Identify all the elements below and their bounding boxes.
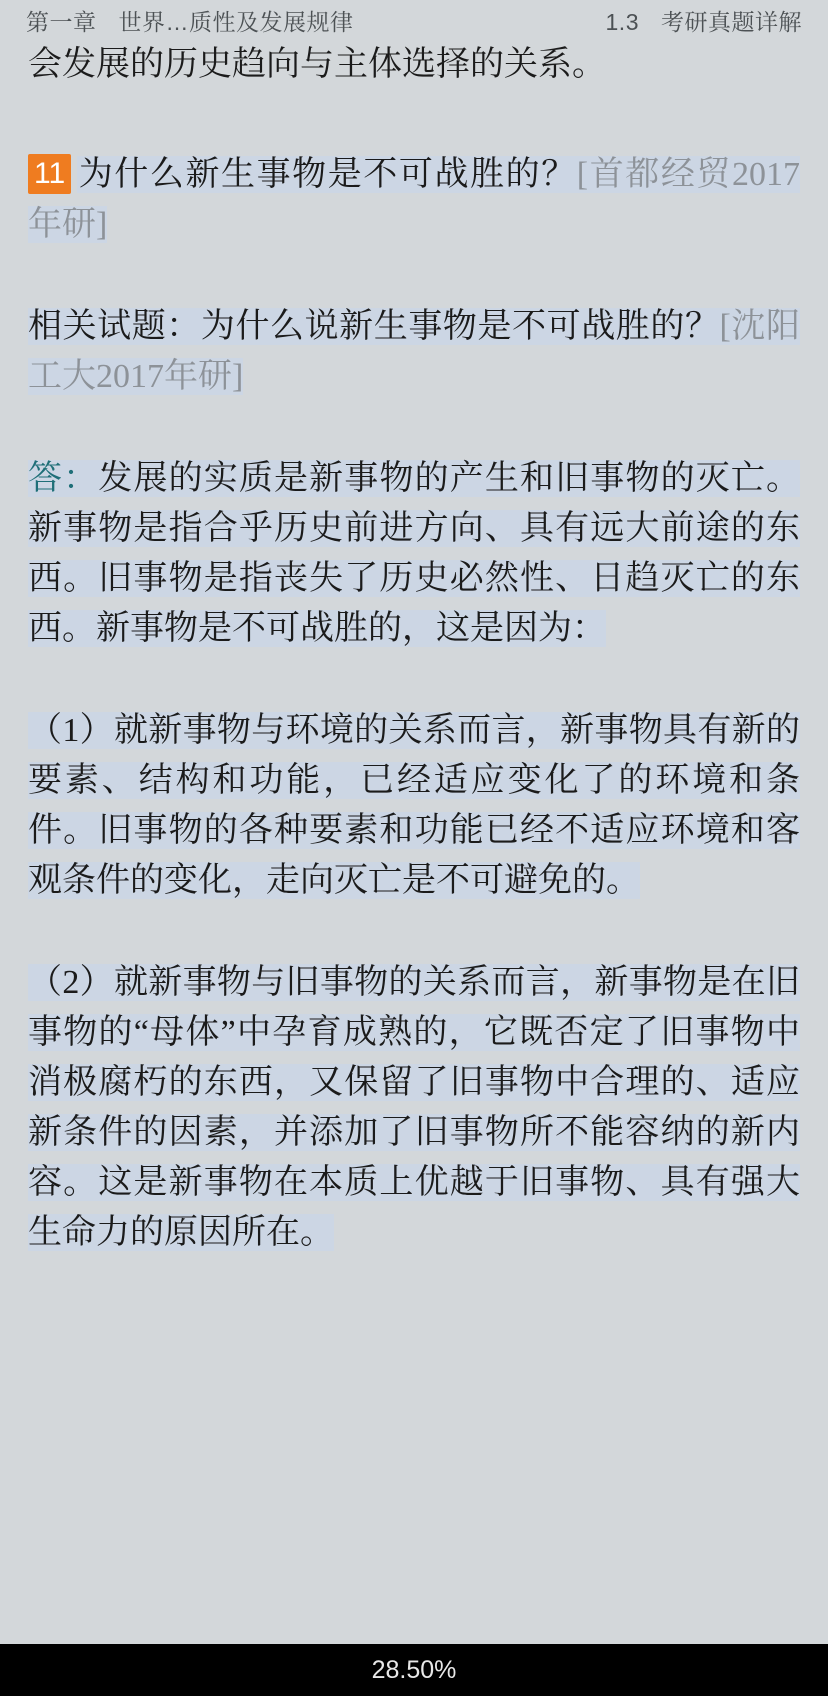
chapter-title: 世界…质性及发展规律 [118,8,354,35]
status-bar [0,1644,828,1696]
spacer-4 [28,654,800,706]
answer-text: 发展的实质是新事物的产生和旧事物的灭亡。新事物是指合乎历史前进方向、具有远大前途的东西。旧事物是指丧失了历史必然性、日趋灭亡的东西。新事物是不可战胜的，这是因为： [28,460,801,647]
section-title: 考研真题详解 [661,8,802,35]
answer-point-2 [28,958,800,1258]
continued-paragraph: 会发展的历史趋向与主体选择的关系。 [28,46,606,83]
breadcrumb-section [606,4,802,37]
answer-point-2-text: （2）就新事物与旧事物的关系而言，新事物是在旧事物的“母体”中孕育成熟的，它既否定了旧事物中消极腐朽的东西，又保留了旧事物中合理的、适应新条件的因素，并添加了旧事物所不能容纳的新内容。这是新事物在本质上优越于旧事物、具有强大生命力的原因所在。 [28,964,800,1251]
question-source: [首都经贸2017年研] [28,156,800,243]
related-question-label: 相关试题：为什么说新生事物是不可战胜的？ [28,308,720,345]
question-paragraph [28,150,800,250]
question-text: 为什么新生事物是不可战胜的？ [77,156,577,193]
progress-percent: 28.50% [371,1655,457,1684]
reader-header [0,0,828,40]
spacer-5 [28,906,800,958]
answer-label: 答： [28,460,99,497]
answer-point-1-text: （1）就新事物与环境的关系而言，新事物具有新的要素、结构和功能，已经适应变化了的环境和条件。旧事物的各种要素和功能已经不适应环境和客观条件的变化，走向灭亡是不可避免的。 [28,712,800,899]
question-number-badge: 11 [28,154,71,194]
related-question-source: [沈阳工大2017年研] [28,308,801,395]
reader-content [0,40,828,1258]
section-number: 1.3 [605,8,639,35]
chapter-label: 第一章 [26,8,97,35]
breadcrumb-chapter [26,4,354,37]
related-question-paragraph [28,302,800,402]
answer-point-1 [28,706,800,906]
spacer-3 [28,402,800,454]
spacer-1 [28,90,800,150]
answer-paragraph [28,454,800,654]
spacer-2 [28,250,800,302]
